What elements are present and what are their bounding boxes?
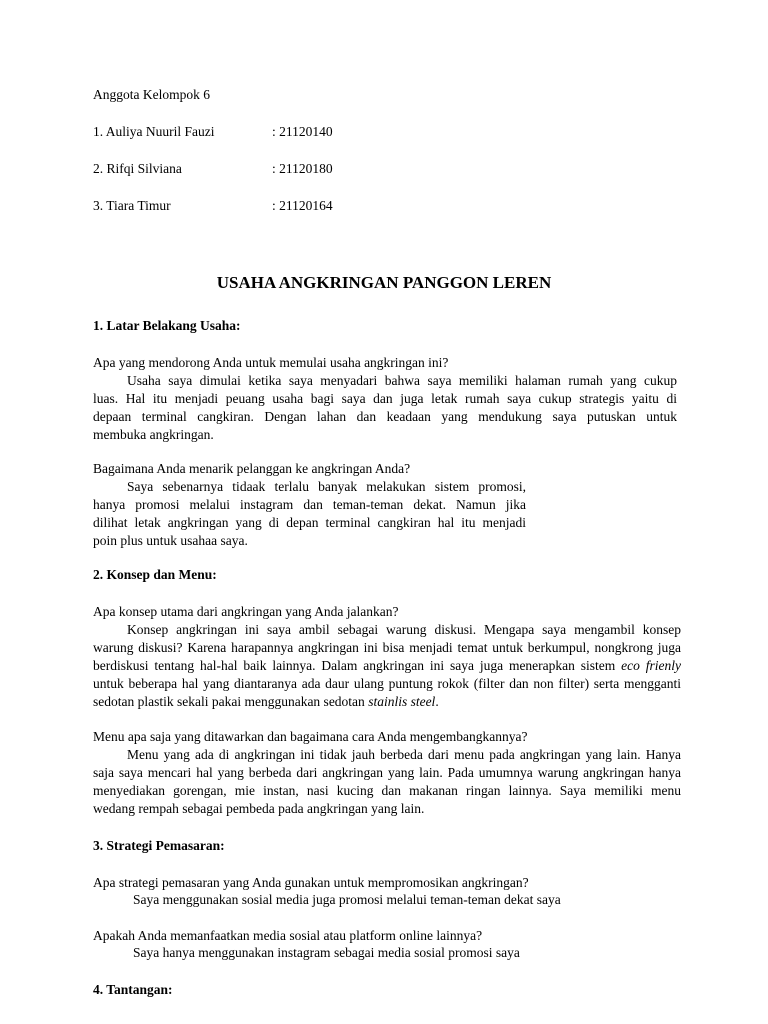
answer-line: Usaha saya dimulai ketika saya menyadari bahwa saya memiliki halaman rumah yang cukup — [127, 373, 677, 388]
italic-term: stainlis steel — [368, 694, 436, 709]
answer-line: menyediakan gorengan, mie instan, nasi kucing dan makanan ringan lainnya. Saya memiliki menu — [93, 783, 681, 798]
member-nim: : 21120180 — [272, 161, 333, 176]
section-heading: 2. Konsep dan Menu: — [93, 567, 217, 582]
answer-line: untuk beberapa hal yang diantaranya ada daur ulang puntung rokok (filter dan non filter) serta mengganti — [93, 676, 681, 691]
question: Menu apa saja yang ditawarkan dan bagaimana cara Anda mengembangkannya? — [93, 729, 528, 744]
answer-line: Saya sebenarnya tidaak terlalu banyak melakukan sistem promosi, — [127, 479, 526, 494]
question: Apa strategi pemasaran yang Anda gunakan untuk mempromosikan angkringan? — [93, 875, 529, 890]
answer-line: warung diskusi? Karena harapannya angkringan ini bisa menjadi temat untuk berkumpul, nongkrong juga — [93, 640, 681, 655]
answer-line — [93, 657, 681, 675]
answer-line — [93, 693, 681, 711]
answer-line: dilihat letak angkringan yang di depan terminal cangkiran hal itu menjadi — [93, 515, 526, 530]
answer-paragraph — [93, 372, 677, 444]
member-row — [93, 123, 493, 141]
question: Apa yang mendorong Anda untuk memulai usaha angkringan ini? — [93, 355, 449, 370]
question: Bagaimana Anda menarik pelanggan ke angkringan Anda? — [93, 461, 411, 476]
document-title: USAHA ANGKRINGAN PANGGON LEREN — [216, 273, 552, 292]
group-label: Anggota Kelompok 6 — [93, 87, 210, 102]
section-heading: 1. Latar Belakang Usaha: — [93, 318, 241, 333]
answer-text: sedotan plastik sekali pakai menggunakan sedotan — [93, 694, 369, 709]
question: Apakah Anda memanfaatkan media sosial atau platform online lainnya? — [93, 928, 483, 943]
answer-line: membuka angkringan. — [93, 427, 214, 442]
answer-paragraph: Saya menggunakan sosial media juga promosi melalui teman-teman dekat saya — [133, 892, 561, 907]
member-name: 1. Auliya Nuuril Fauzi — [93, 124, 215, 139]
answer-text: berdiskusi tentang hal-hal baik lainnya. Dalam angkringan ini saya juga menerapkan sistem — [93, 658, 622, 673]
section-heading: 4. Tantangan: — [93, 982, 173, 997]
answer-line: saja saya mencari hal yang berbeda dari angkringan yang lain. Pada umumnya warung angkringan hanya — [93, 765, 681, 780]
member-row — [93, 160, 493, 178]
member-nim: : 21120164 — [272, 198, 333, 213]
member-row — [93, 197, 493, 215]
answer-paragraph: Saya hanya menggunakan instagram sebagai media sosial promosi saya — [133, 945, 520, 960]
answer-paragraph — [93, 478, 526, 550]
member-nim: : 21120140 — [272, 124, 333, 139]
member-name: 2. Rifqi Silviana — [93, 161, 182, 176]
answer-line: poin plus untuk usahaa saya. — [93, 533, 248, 548]
answer-paragraph — [93, 621, 681, 711]
answer-line: hanya promosi melalui instagram dan teman-teman dekat. Namun jika — [93, 497, 526, 512]
section-heading: 3. Strategi Pemasaran: — [93, 838, 225, 853]
answer-line: wedang rempah sebagai pembeda pada angkringan yang lain. — [93, 801, 425, 816]
question: Apa konsep utama dari angkringan yang Anda jalankan? — [93, 604, 399, 619]
answer-line: Menu yang ada di angkringan ini tidak jauh berbeda dari menu pada angkringan yang lain. Hanya — [127, 747, 681, 762]
member-name: 3. Tiara Timur — [93, 198, 171, 213]
answer-line: depaan terminal cangkiran. Dengan lahan dan keadaan yang mendukung saya putuskan untuk — [93, 409, 677, 424]
end-punctuation: . — [435, 694, 439, 709]
answer-line: luas. Hal itu menjadi peuang usaha bagi saya dan juga letak rumah saya cukup strategis yaitu di — [93, 391, 677, 406]
italic-term: eco frienly — [621, 658, 681, 673]
answer-paragraph — [93, 746, 681, 818]
answer-line: Konsep angkringan ini saya ambil sebagai warung diskusi. Mengapa saya mengambil konsep — [127, 622, 681, 637]
